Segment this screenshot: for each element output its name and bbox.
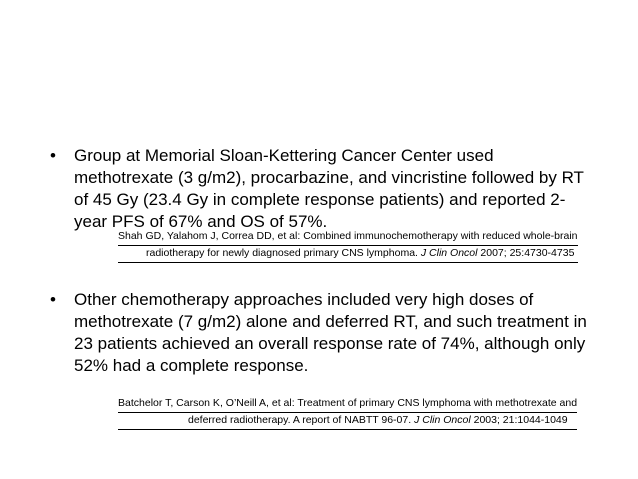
- reference-line-2: [118, 246, 578, 263]
- reference-journal: J Clin Oncol: [414, 414, 471, 426]
- bullet-marker: •: [50, 290, 56, 309]
- reference-1: [118, 229, 578, 263]
- reference-line-1: Shah GD, Yalahom J, Correa DD, et al: Combined immunochemotherapy with reduced whole-brain: [118, 229, 578, 246]
- reference-line-1: Batchelor T, Carson K, O’Neill A, et al: Treatment of primary CNS lymphoma with methotrexate and: [118, 396, 577, 413]
- reference-citation: 2007; 25:4730-4735: [477, 247, 575, 259]
- reference-text: radiotherapy for newly diagnosed primary CNS lymphoma.: [146, 247, 421, 259]
- bullet-marker: •: [50, 146, 56, 165]
- reference-text: deferred radiotherapy. A report of NABTT 96-07.: [188, 414, 415, 426]
- reference-2: [118, 396, 577, 430]
- reference-journal: J Clin Oncol: [420, 247, 478, 259]
- bullet-text: Group at Memorial Sloan-Kettering Cancer Center used methotrexate (3 g/m2), procarbazine, and vincristine followed by RT of 45 Gy (23.4 Gy in complete response patients) and reported 2-year PFS of 67% and OS of 57%.: [74, 146, 584, 231]
- reference-line-2: [118, 413, 577, 430]
- reference-citation: 2003; 21:1044-1049: [470, 414, 568, 426]
- bullet-point-1: [50, 145, 590, 233]
- bullet-point-2: [50, 289, 590, 377]
- bullet-text: Other chemotherapy approaches included very high doses of methotrexate (7 g/m2) alone and deferred RT, and such treatment in 23 patients achieved an overall response rate of 74%, although only 52% had a complete response.: [74, 290, 587, 375]
